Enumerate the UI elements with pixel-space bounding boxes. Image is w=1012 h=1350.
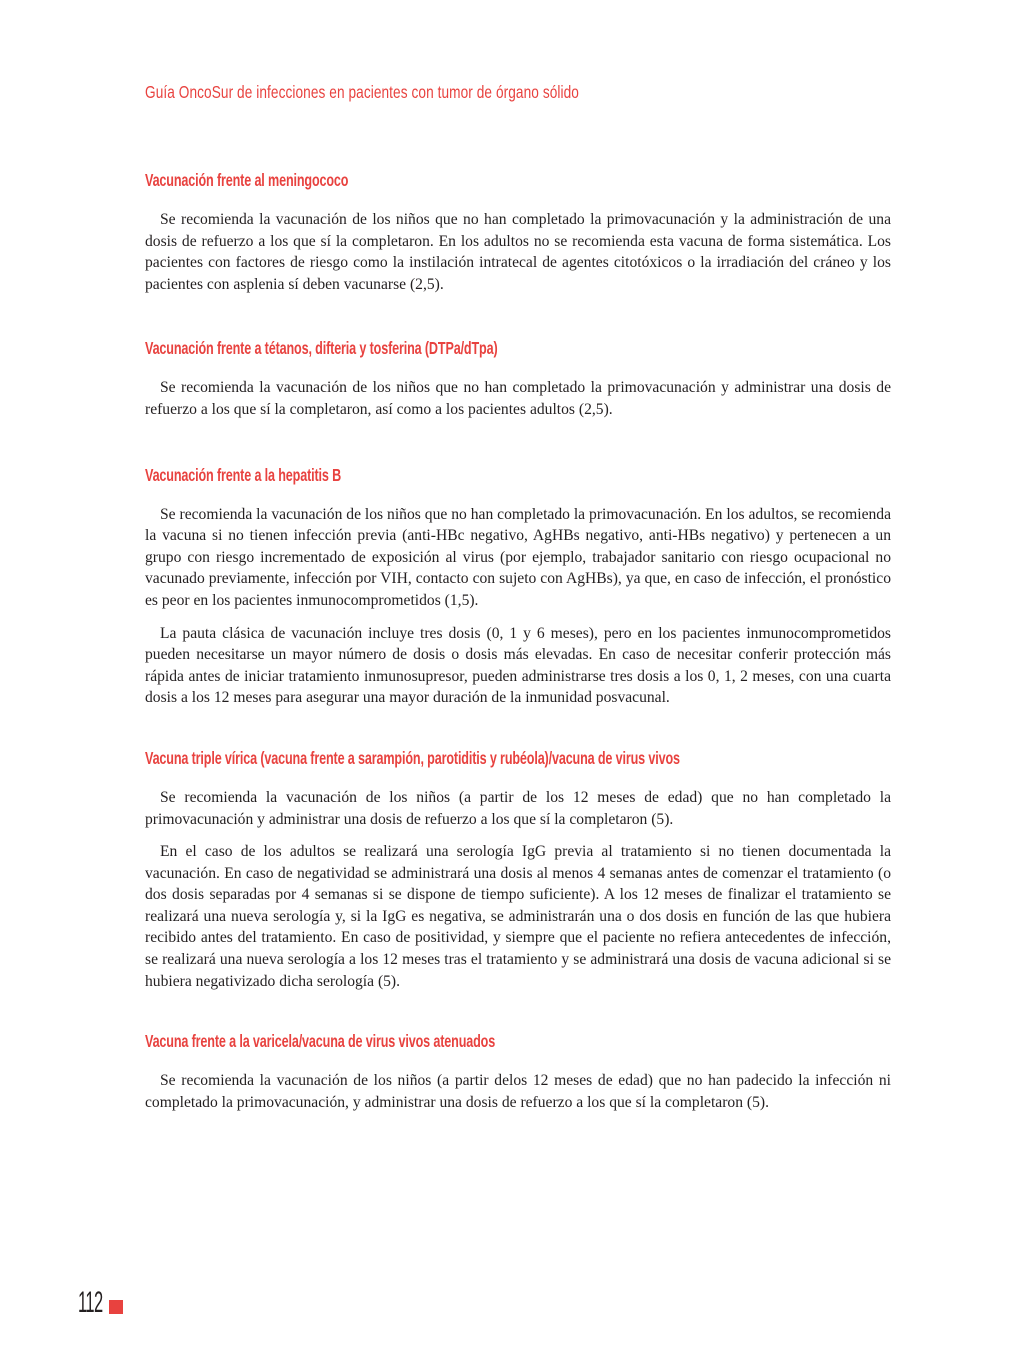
section-heading: Vacunación frente a tétanos, difteria y tosferina (DTPa/dTpa) — [145, 338, 498, 359]
body-paragraph: Se recomienda la vacunación de los niños que no han completado la primovacunación y administrar una dosis de refuerzo a los que sí la completaron, así como a los pacientes adultos (2,5). — [145, 379, 891, 418]
body-paragraph: En el caso de los adultos se realizará una serología IgG previa al tratamiento si no tienen documentada la vacunación. En caso de negatividad se administrará una dosis al menos 4 semanas antes de comenzar el tratamiento (o dos dosis separadas por 4 semanas si se dispone de tiempo suficiente). A los 12 meses de finalizar el tratamiento se realizará una nueva serología y, si la IgG es negativa, se administrarán una o dos dosis en función de las que hubiera recibido antes del tratamiento. En caso de positividad, y siempre que el paciente no refiera antecedentes de infección, se realizará una nueva serología a los 12 meses tras el tratamiento y se administrará una dosis de vacuna adicional si se hubiera negativizado dicha serología (5). — [145, 843, 891, 990]
section-dtpa — [145, 336, 891, 420]
section-hepatitis-b — [145, 463, 891, 709]
body-paragraph: La pauta clásica de vacunación incluye tres dosis (0, 1 y 6 meses), pero en los pacientes inmunocomprometidos pueden necesitarse un mayor número de dosis o dosis más elevadas. En caso de necesitar conferir protección más rápida antes de iniciar tratamiento inmunosupresor, pueden administrarse tres dosis a los 0, 1, 2 meses, con una cuarta dosis a los 12 meses para asegurar una mayor duración de la inmunidad posvacunal. — [145, 624, 891, 707]
body-paragraph: Se recomienda la vacunación de los niños (a partir de los 12 meses de edad) que no han completado la primovacunación y administrar una dosis de refuerzo a los que sí la completaron (5). — [145, 788, 891, 828]
running-header: Guía OncoSur de infecciones en pacientes con tumor de órgano sólido — [145, 82, 579, 102]
section-heading: Vacunación frente al meningococo — [145, 170, 349, 190]
section-heading: Vacuna frente a la varicela/vacuna de virus vivos atenuados — [145, 1031, 496, 1052]
page-marker-square — [109, 1300, 123, 1314]
body-paragraph: Se recomienda la vacunación de los niños que no han completado la primovacunación. En los adultos, se recomienda la vacuna si no tienen infección previa (anti-HBc negativo, AgHBs negativo, anti-HBs negativo) y pertenecen a un grupo con riesgo incrementado de exposición al virus (por ejemplo, trabajador sanitario con riesgo ocupacional no vacunado previamente, infección por VIH, contacto con sujeto con AgHBs), ya que, en caso de infección, el pronóstico es peor en los pacientes inmunocomprometidos (1,5). — [145, 505, 891, 609]
page-number: 112 — [78, 1286, 103, 1319]
section-meningococo — [145, 168, 891, 295]
section-varicela — [145, 1029, 891, 1113]
section-triple-virica — [145, 746, 891, 992]
section-heading: Vacuna triple vírica (vacuna frente a sarampión, parotiditis y rubéola)/vacuna de virus vivos — [145, 747, 680, 768]
page-body — [145, 168, 891, 1113]
section-heading: Vacunación frente a la hepatitis B — [145, 464, 342, 485]
body-paragraph: Se recomienda la vacunación de los niños que no han completado la primovacunación y la administración de una dosis de refuerzo a los que sí la completaron. En los adultos no se recomienda esta vacuna de forma sistemática. Los pacientes con factores de riesgo como la instilación intratecal de agentes citotóxicos o la irradiación del cráneo y los pacientes con asplenia sí deben vacunarse (2,5). — [145, 211, 891, 293]
body-paragraph: Se recomienda la vacunación de los niños (a partir delos 12 meses de edad) que no han padecido la infección ni completado la primovacunación, y administrar una dosis de refuerzo a los que sí la completaron (5). — [145, 1072, 891, 1111]
page-footer — [78, 1288, 108, 1318]
